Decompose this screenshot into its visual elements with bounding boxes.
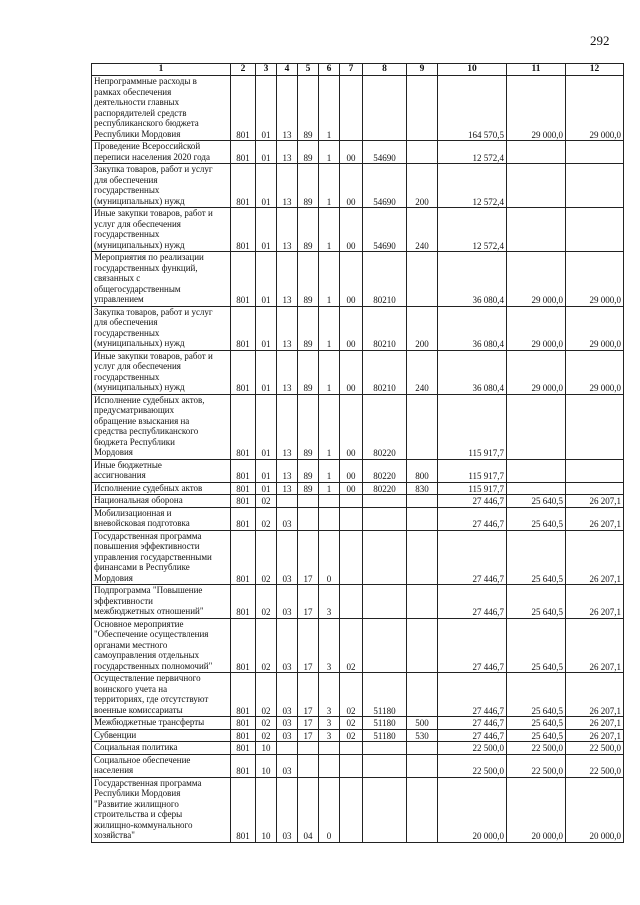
row-cell-5: [298, 495, 319, 508]
row-cell-4: 13: [277, 459, 298, 482]
row-cell-12: 22 500,0: [566, 754, 624, 777]
row-cell-9: 500: [407, 717, 438, 730]
row-cell-8: 80220: [363, 394, 407, 459]
row-cell-4: 13: [277, 306, 298, 350]
row-cell-7: [340, 507, 363, 530]
table-row: [92, 164, 624, 208]
row-cell-7: 02: [340, 618, 363, 673]
page-number: 292: [590, 33, 610, 48]
row-cell-3: 01: [256, 164, 277, 208]
table-row: [92, 618, 624, 673]
row-cell-4: 03: [277, 717, 298, 730]
row-cell-10: 115 917,7: [438, 459, 507, 482]
row-cell-2: 801: [231, 76, 256, 141]
row-cell-6: [319, 507, 340, 530]
row-cell-4: 03: [277, 673, 298, 717]
row-label: Иные бюджетные ассигнования: [92, 459, 231, 482]
row-cell-7: [340, 76, 363, 141]
row-cell-8: 80220: [363, 459, 407, 482]
row-cell-9: [407, 673, 438, 717]
row-cell-2: 801: [231, 459, 256, 482]
row-cell-2: 801: [231, 164, 256, 208]
row-cell-10: 20 000,0: [438, 777, 507, 842]
row-cell-11: 25 640,5: [507, 507, 566, 530]
row-cell-3: 01: [256, 208, 277, 252]
row-cell-4: 03: [277, 530, 298, 585]
row-cell-3: 01: [256, 394, 277, 459]
column-header-6: 6: [319, 64, 340, 76]
row-cell-8: 54690: [363, 141, 407, 164]
row-cell-12: [566, 394, 624, 459]
row-cell-6: 1: [319, 306, 340, 350]
row-cell-10: 22 500,0: [438, 754, 507, 777]
row-cell-7: 00: [340, 306, 363, 350]
row-cell-4: 03: [277, 777, 298, 842]
table-row: [92, 507, 624, 530]
row-cell-2: 801: [231, 482, 256, 495]
row-cell-6: 3: [319, 673, 340, 717]
row-cell-6: [319, 742, 340, 755]
row-cell-12: [566, 141, 624, 164]
row-cell-10: 36 080,4: [438, 252, 507, 307]
row-cell-3: 10: [256, 754, 277, 777]
row-cell-10: 27 446,7: [438, 507, 507, 530]
table-row: [92, 729, 624, 742]
row-cell-10: 36 080,4: [438, 350, 507, 394]
row-cell-10: 27 446,7: [438, 729, 507, 742]
row-cell-10: 12 572,4: [438, 208, 507, 252]
row-cell-4: 03: [277, 754, 298, 777]
row-cell-3: 01: [256, 459, 277, 482]
row-cell-7: [340, 742, 363, 755]
row-cell-10: 27 446,7: [438, 717, 507, 730]
row-cell-2: 801: [231, 754, 256, 777]
row-cell-3: 01: [256, 350, 277, 394]
row-cell-12: 26 207,1: [566, 585, 624, 619]
row-cell-11: 22 500,0: [507, 742, 566, 755]
row-cell-12: 26 207,1: [566, 717, 624, 730]
row-cell-11: 29 000,0: [507, 306, 566, 350]
row-cell-3: 01: [256, 76, 277, 141]
row-cell-6: 1: [319, 208, 340, 252]
row-cell-11: [507, 482, 566, 495]
row-cell-8: [363, 495, 407, 508]
row-cell-2: 801: [231, 777, 256, 842]
row-label: Мобилизационная и вневойсковая подготовка: [92, 507, 231, 530]
column-header-12: 12: [566, 64, 624, 76]
row-cell-12: 29 000,0: [566, 76, 624, 141]
row-cell-11: 25 640,5: [507, 530, 566, 585]
row-cell-8: 80220: [363, 482, 407, 495]
row-cell-9: [407, 585, 438, 619]
row-cell-9: [407, 507, 438, 530]
row-label: Социальная политика: [92, 742, 231, 755]
row-cell-9: [407, 618, 438, 673]
column-header-4: 4: [277, 64, 298, 76]
table-row: [92, 76, 624, 141]
row-label: Иные закупки товаров, работ и услуг для обеспечения государственных (муниципальных) нужд: [92, 350, 231, 394]
row-cell-8: [363, 754, 407, 777]
row-cell-4: 03: [277, 729, 298, 742]
column-header-1: 1: [92, 64, 231, 76]
column-header-10: 10: [438, 64, 507, 76]
row-cell-3: 10: [256, 777, 277, 842]
row-cell-2: 801: [231, 350, 256, 394]
row-cell-5: 89: [298, 252, 319, 307]
row-cell-3: 02: [256, 507, 277, 530]
row-cell-8: 54690: [363, 208, 407, 252]
row-cell-9: 800: [407, 459, 438, 482]
row-cell-3: 02: [256, 673, 277, 717]
row-cell-3: 10: [256, 742, 277, 755]
row-cell-8: [363, 742, 407, 755]
table-row: [92, 585, 624, 619]
table-row: [92, 530, 624, 585]
row-label: Мероприятия по реализации государственных функций, связанных с общегосударственным управлением: [92, 252, 231, 307]
row-cell-7: 00: [340, 350, 363, 394]
row-cell-6: 1: [319, 350, 340, 394]
row-cell-9: [407, 141, 438, 164]
row-cell-2: 801: [231, 673, 256, 717]
row-cell-7: 02: [340, 729, 363, 742]
row-cell-8: 80210: [363, 306, 407, 350]
row-cell-3: 01: [256, 482, 277, 495]
row-cell-9: 530: [407, 729, 438, 742]
row-cell-5: 04: [298, 777, 319, 842]
row-cell-5: 89: [298, 208, 319, 252]
row-cell-6: 0: [319, 530, 340, 585]
row-cell-11: 25 640,5: [507, 618, 566, 673]
row-cell-4: 13: [277, 208, 298, 252]
row-cell-5: 17: [298, 585, 319, 619]
row-cell-5: 17: [298, 729, 319, 742]
row-cell-5: 89: [298, 482, 319, 495]
row-cell-4: 03: [277, 618, 298, 673]
row-cell-5: 17: [298, 673, 319, 717]
row-cell-11: 25 640,5: [507, 729, 566, 742]
row-cell-2: 801: [231, 717, 256, 730]
row-cell-10: 12 572,4: [438, 164, 507, 208]
row-cell-12: 26 207,1: [566, 729, 624, 742]
row-cell-4: 13: [277, 252, 298, 307]
table-row: [92, 482, 624, 495]
row-cell-10: 115 917,7: [438, 482, 507, 495]
row-cell-2: 801: [231, 208, 256, 252]
row-cell-9: [407, 394, 438, 459]
row-cell-2: 801: [231, 495, 256, 508]
row-cell-10: 27 446,7: [438, 585, 507, 619]
row-cell-6: 1: [319, 459, 340, 482]
row-cell-3: 02: [256, 729, 277, 742]
row-cell-11: [507, 459, 566, 482]
row-label: Социальное обеспечение населения: [92, 754, 231, 777]
row-cell-5: 89: [298, 459, 319, 482]
table-row: [92, 141, 624, 164]
row-cell-5: [298, 754, 319, 777]
row-cell-9: [407, 742, 438, 755]
row-cell-10: 27 446,7: [438, 618, 507, 673]
row-cell-2: 801: [231, 141, 256, 164]
row-cell-11: 29 000,0: [507, 76, 566, 141]
row-cell-10: 27 446,7: [438, 673, 507, 717]
row-cell-2: 801: [231, 394, 256, 459]
row-cell-8: [363, 76, 407, 141]
row-cell-10: 27 446,7: [438, 495, 507, 508]
row-cell-5: [298, 742, 319, 755]
row-cell-12: 26 207,1: [566, 530, 624, 585]
row-cell-2: 801: [231, 530, 256, 585]
row-cell-10: 36 080,4: [438, 306, 507, 350]
row-cell-9: 240: [407, 208, 438, 252]
row-cell-8: 80210: [363, 350, 407, 394]
row-cell-8: 51180: [363, 717, 407, 730]
row-cell-3: 02: [256, 618, 277, 673]
row-cell-7: 00: [340, 164, 363, 208]
row-cell-2: 801: [231, 306, 256, 350]
table-header-row: [92, 64, 624, 76]
row-cell-12: 26 207,1: [566, 507, 624, 530]
row-cell-12: 20 000,0: [566, 777, 624, 842]
row-cell-12: 26 207,1: [566, 495, 624, 508]
table-row: [92, 717, 624, 730]
row-cell-5: 17: [298, 530, 319, 585]
row-cell-11: 29 000,0: [507, 350, 566, 394]
row-cell-12: [566, 208, 624, 252]
column-header-5: 5: [298, 64, 319, 76]
row-cell-10: 27 446,7: [438, 530, 507, 585]
row-cell-9: [407, 495, 438, 508]
row-cell-11: 22 500,0: [507, 754, 566, 777]
row-cell-6: 3: [319, 717, 340, 730]
row-label: Закупка товаров, работ и услуг для обеспечения государственных (муниципальных) нужд: [92, 306, 231, 350]
row-cell-7: 00: [340, 394, 363, 459]
row-cell-12: 29 000,0: [566, 350, 624, 394]
row-cell-10: 22 500,0: [438, 742, 507, 755]
row-cell-11: [507, 141, 566, 164]
row-cell-5: 17: [298, 717, 319, 730]
budget-table: [91, 63, 624, 843]
column-header-8: 8: [363, 64, 407, 76]
row-label: Исполнение судебных актов: [92, 482, 231, 495]
row-cell-8: 51180: [363, 673, 407, 717]
row-cell-8: 80210: [363, 252, 407, 307]
row-cell-6: 1: [319, 141, 340, 164]
row-cell-9: 200: [407, 164, 438, 208]
row-cell-12: 22 500,0: [566, 742, 624, 755]
row-cell-4: 13: [277, 164, 298, 208]
table-row: [92, 306, 624, 350]
table-row: [92, 252, 624, 307]
row-cell-3: 01: [256, 252, 277, 307]
table-row: [92, 394, 624, 459]
row-label: Непрограммные расходы в рамках обеспечения деятельности главных распорядителей средств республиканского бюджета Республики Мордовия: [92, 76, 231, 141]
row-cell-7: [340, 777, 363, 842]
row-cell-11: 20 000,0: [507, 777, 566, 842]
row-cell-5: 89: [298, 76, 319, 141]
row-cell-7: [340, 530, 363, 585]
row-cell-3: 02: [256, 530, 277, 585]
row-cell-11: 25 640,5: [507, 495, 566, 508]
row-cell-7: [340, 585, 363, 619]
row-cell-8: [363, 585, 407, 619]
row-cell-9: 830: [407, 482, 438, 495]
table-row: [92, 208, 624, 252]
row-cell-11: 25 640,5: [507, 585, 566, 619]
row-cell-4: 03: [277, 507, 298, 530]
row-cell-9: 240: [407, 350, 438, 394]
row-label: Национальная оборона: [92, 495, 231, 508]
table-row: [92, 754, 624, 777]
row-cell-6: 3: [319, 729, 340, 742]
column-header-7: 7: [340, 64, 363, 76]
row-cell-7: [340, 495, 363, 508]
row-cell-6: 1: [319, 394, 340, 459]
column-header-9: 9: [407, 64, 438, 76]
row-cell-11: 29 000,0: [507, 252, 566, 307]
row-cell-9: 200: [407, 306, 438, 350]
row-cell-11: [507, 394, 566, 459]
row-label: Закупка товаров, работ и услуг для обеспечения государственных (муниципальных) нужд: [92, 164, 231, 208]
row-cell-6: [319, 754, 340, 777]
row-cell-6: 3: [319, 618, 340, 673]
row-cell-9: [407, 754, 438, 777]
row-cell-7: 00: [340, 208, 363, 252]
row-cell-6: 1: [319, 76, 340, 141]
row-label: Иные закупки товаров, работ и услуг для обеспечения государственных (муниципальных) нужд: [92, 208, 231, 252]
row-label: Основное мероприятие "Обеспечение осуществления органами местного самоуправления отдельных государственных полномочий": [92, 618, 231, 673]
row-cell-8: 51180: [363, 729, 407, 742]
row-cell-7: 02: [340, 717, 363, 730]
row-cell-6: [319, 495, 340, 508]
row-cell-5: 89: [298, 350, 319, 394]
row-cell-10: 164 570,5: [438, 76, 507, 141]
row-cell-10: 115 917,7: [438, 394, 507, 459]
row-cell-12: 26 207,1: [566, 618, 624, 673]
row-cell-2: 801: [231, 729, 256, 742]
row-cell-3: 02: [256, 585, 277, 619]
row-cell-7: 00: [340, 252, 363, 307]
row-cell-6: 1: [319, 252, 340, 307]
row-cell-9: [407, 252, 438, 307]
row-cell-12: 29 000,0: [566, 252, 624, 307]
row-cell-5: [298, 507, 319, 530]
row-cell-4: [277, 742, 298, 755]
row-cell-8: [363, 777, 407, 842]
row-cell-9: [407, 777, 438, 842]
row-cell-8: [363, 507, 407, 530]
row-cell-12: [566, 459, 624, 482]
column-header-2: 2: [231, 64, 256, 76]
row-cell-6: 1: [319, 164, 340, 208]
row-label: Субвенции: [92, 729, 231, 742]
row-cell-12: 29 000,0: [566, 306, 624, 350]
row-cell-5: 17: [298, 618, 319, 673]
row-cell-11: 25 640,5: [507, 673, 566, 717]
row-cell-6: 3: [319, 585, 340, 619]
row-cell-2: 801: [231, 252, 256, 307]
row-cell-2: 801: [231, 585, 256, 619]
row-cell-4: 03: [277, 585, 298, 619]
row-cell-7: [340, 754, 363, 777]
row-cell-6: 1: [319, 482, 340, 495]
row-label: Государственная программа Республики Мордовия "Развитие жилищного строительства и сферы жилищно-коммунального хозяйства": [92, 777, 231, 842]
row-cell-11: [507, 208, 566, 252]
row-label: Проведение Всероссийской переписи населения 2020 года: [92, 141, 231, 164]
table-row: [92, 742, 624, 755]
column-header-11: 11: [507, 64, 566, 76]
row-cell-10: 12 572,4: [438, 141, 507, 164]
row-cell-7: 02: [340, 673, 363, 717]
row-cell-11: [507, 164, 566, 208]
row-cell-8: [363, 618, 407, 673]
table-row: [92, 350, 624, 394]
row-cell-12: 26 207,1: [566, 673, 624, 717]
row-cell-7: 00: [340, 482, 363, 495]
row-cell-11: 25 640,5: [507, 717, 566, 730]
row-cell-6: 0: [319, 777, 340, 842]
row-cell-3: 01: [256, 141, 277, 164]
row-cell-5: 89: [298, 164, 319, 208]
row-cell-4: 13: [277, 394, 298, 459]
table-row: [92, 673, 624, 717]
row-cell-5: 89: [298, 141, 319, 164]
row-cell-4: 13: [277, 482, 298, 495]
row-cell-7: 00: [340, 141, 363, 164]
row-label: Межбюджетные трансферты: [92, 717, 231, 730]
row-cell-8: 54690: [363, 164, 407, 208]
row-cell-2: 801: [231, 742, 256, 755]
row-label: Государственная программа повышения эффективности управления государственными финансами в Республике Мордовия: [92, 530, 231, 585]
row-label: Исполнение судебных актов, предусматривающих обращение взыскания на средства республиканского бюджета Республики Мордовия: [92, 394, 231, 459]
row-cell-8: [363, 530, 407, 585]
row-cell-4: 13: [277, 350, 298, 394]
table-row: [92, 777, 624, 842]
row-cell-5: 89: [298, 394, 319, 459]
row-cell-9: [407, 530, 438, 585]
column-header-3: 3: [256, 64, 277, 76]
row-cell-7: 00: [340, 459, 363, 482]
table-row: [92, 495, 624, 508]
row-label: Подпрограмма "Повышение эффективности межбюджетных отношений": [92, 585, 231, 619]
row-cell-4: 13: [277, 141, 298, 164]
row-cell-2: 801: [231, 618, 256, 673]
row-cell-4: 13: [277, 76, 298, 141]
row-cell-9: [407, 76, 438, 141]
row-cell-3: 02: [256, 495, 277, 508]
table-row: [92, 459, 624, 482]
row-cell-5: 89: [298, 306, 319, 350]
row-cell-3: 02: [256, 717, 277, 730]
row-cell-12: [566, 164, 624, 208]
row-cell-2: 801: [231, 507, 256, 530]
row-label: Осуществление первичного воинского учета на территориях, где отсутствуют военные комиссариаты: [92, 673, 231, 717]
row-cell-12: [566, 482, 624, 495]
row-cell-3: 01: [256, 306, 277, 350]
row-cell-4: [277, 495, 298, 508]
